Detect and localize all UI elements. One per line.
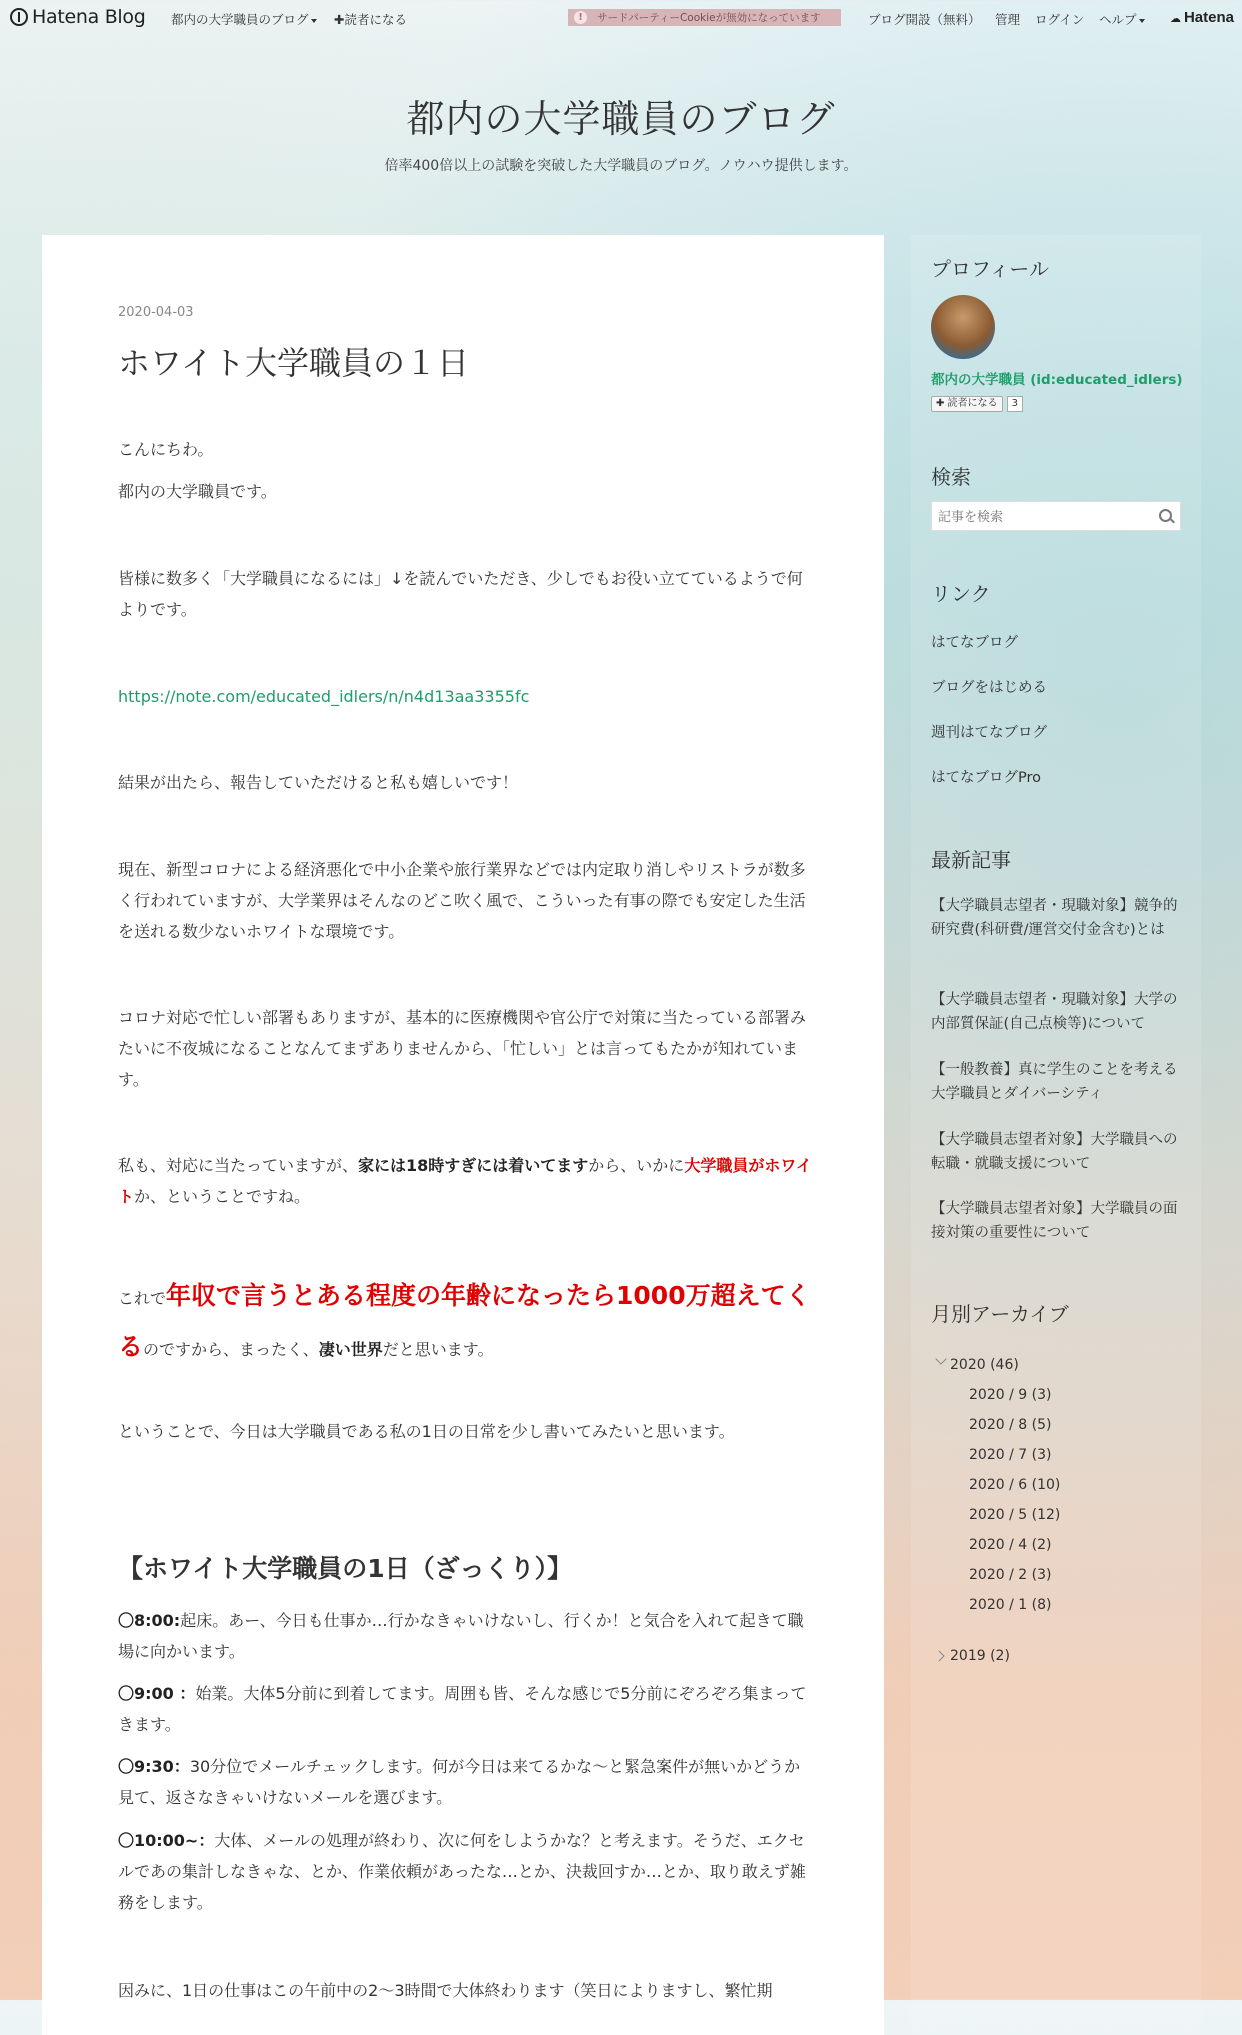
schedule-text: 起床。あー、今日も仕事か…行かなきゃいけないし、行くか！と気合を入れて起きて職場に向かいます。 — [118, 1611, 804, 1661]
recent-entry[interactable]: 【大学職員志望者対象】大学職員の面接対策の重要性について — [931, 1201, 1178, 1241]
reader-widget — [931, 396, 1023, 412]
archive-year[interactable]: 2020 (46) — [950, 1357, 1019, 1373]
schedule-item — [118, 1678, 812, 1740]
paragraph: 因みに、1日の仕事はこの午前中の2～3時間で大体終わります（笑日によりますし、繁忙期 — [118, 1981, 773, 2000]
schedule-text: 始業。大体5分前に到着してます。周囲も皆、そんな感じで5分前にぞろぞろ集まってきます。 — [118, 1684, 807, 1734]
text: のですから、まったく、 — [143, 1340, 319, 1359]
note-link-paragraph — [118, 681, 812, 712]
archive-month[interactable]: 2020 / 5 (12) — [969, 1507, 1061, 1523]
search-box — [931, 501, 1181, 531]
schedule-time: 〇8:00: — [118, 1611, 181, 1630]
chevron-right-icon[interactable] — [933, 1650, 944, 1661]
entry-date[interactable]: 2020-04-03 — [118, 305, 194, 320]
archive-month[interactable]: 2020 / 1 (8) — [969, 1597, 1052, 1613]
subscribe-button[interactable]: ✚ 読者になる — [931, 396, 1003, 412]
caret-down-icon — [1139, 19, 1145, 23]
hatena-bird-icon: ☁ — [1169, 13, 1181, 25]
archive-month[interactable]: 2020 / 7 (3) — [969, 1447, 1052, 1463]
subscribe-link[interactable]: ✚読者になる — [334, 12, 407, 27]
chevron-down-icon[interactable] — [935, 1353, 946, 1364]
search-icon[interactable] — [1159, 509, 1172, 522]
paragraph: 現在、新型コロナによる経済悪化で中小企業や旅行業界などでは内定取り消しやリストラが数多く行われていますが、大学業界はそんなのどこ吹く風で、こういった有事の際でも安定した生活を送れる数少ないホワイトな環境です。 — [118, 860, 806, 941]
bold-text: 凄い世界 — [318, 1340, 383, 1359]
paragraph: 皆様に数多く「大学職員になるには」↓を読んでいただき、少しでもお役い立てているようで何よりです。 — [118, 569, 803, 619]
paragraph: コロナ対応で忙しい部署もありますが、基本的に医療機関や官公庁で対策に当たっている部署みたいに不夜城になることなんてまずありませんから、「忙しい」とは言ってもたかが知れています。 — [118, 1008, 807, 1089]
sidebar — [911, 235, 1201, 2035]
recent-entry[interactable]: 【一般教養】真に学生のことを考える大学職員とダイバーシティ — [931, 1062, 1178, 1102]
profile-heading: プロフィール — [931, 257, 1049, 281]
search-input[interactable] — [932, 502, 1154, 530]
entry-title[interactable]: ホワイト大学職員の１日 — [118, 344, 470, 382]
cookie-notice-text: サードパーティーCookieが無効になっています — [597, 12, 821, 24]
hatena-logo-icon — [10, 8, 28, 26]
paragraph — [118, 1150, 812, 1212]
text: 私も、対応に当たっていますが、 — [118, 1156, 359, 1175]
paragraph — [118, 1272, 812, 1374]
recent-entry[interactable]: 【大学職員志望者・現職対象】大学の内部質保証(自己点検等)について — [931, 992, 1178, 1032]
links-heading: リンク — [931, 582, 991, 606]
schedule-time: 〇10:00~： — [118, 1831, 215, 1850]
caret-down-icon — [311, 19, 317, 23]
archive-heading: 月別アーカイブ — [931, 1302, 1069, 1326]
help-menu[interactable] — [1099, 10, 1145, 28]
note-link[interactable]: https://note.com/educated_idlers/n/n4d13aa3355fc — [118, 687, 530, 706]
recent-entry[interactable]: 【大学職員志望者対象】大学職員への転職・就職支援について — [931, 1132, 1178, 1172]
big-red-text: 年収で言うとある程度の年齢になったら1000万超えてくる — [118, 1281, 811, 1361]
section-heading: 【ホワイト大学職員の1日（ざっくり）】 — [118, 1554, 573, 1583]
archive-month[interactable]: 2020 / 6 (10) — [969, 1477, 1061, 1493]
blog-title[interactable]: 都内の大学職員のブログ — [406, 97, 836, 141]
blog-menu[interactable] — [171, 10, 317, 28]
paragraph: 都内の大学職員です。 — [118, 482, 277, 501]
text: これで — [118, 1289, 167, 1308]
schedule-time: 〇9:30： — [118, 1757, 190, 1776]
cookie-notice[interactable] — [568, 9, 841, 26]
sidebar-link[interactable]: 週刊はてなブログ — [931, 725, 1047, 741]
login-link[interactable]: ログイン — [1035, 12, 1085, 27]
schedule-text: 30分位でメールチェックします。何が今日は来てるかな～と緊急案件が無いかどうか見て、返さなきゃいけないメールを選びます。 — [118, 1757, 801, 1807]
red-text: 大学職員がホワイト — [118, 1156, 812, 1206]
admin-link[interactable]: 管理 — [995, 12, 1021, 27]
open-blog-link[interactable]: ブログ開設（無料） — [868, 12, 981, 27]
blog-description: 倍率400倍以上の試験を突破した大学職員のブログ。ノウハウ提供します。 — [384, 158, 858, 174]
sidebar-link[interactable]: はてなブログPro — [931, 770, 1042, 786]
text: だと思います。 — [382, 1340, 494, 1359]
search-heading: 検索 — [931, 465, 971, 489]
archive-month[interactable]: 2020 / 4 (2) — [969, 1537, 1052, 1553]
paragraph: ということで、今日は大学職員である私の1日の日常を少し書いてみたいと思います。 — [118, 1422, 735, 1441]
schedule-item — [118, 1605, 812, 1667]
sidebar-link[interactable]: はてなブログ — [931, 635, 1018, 651]
reader-count[interactable]: 3 — [1007, 396, 1023, 412]
paragraph: 結果が出たら、報告していただけると私も嬉しいです！ — [118, 773, 519, 792]
recent-heading: 最新記事 — [931, 848, 1011, 872]
paragraph: こんにちわ。 — [118, 440, 214, 459]
archive-month[interactable]: 2020 / 9 (3) — [969, 1387, 1052, 1403]
sidebar-link[interactable]: ブログをはじめる — [931, 680, 1047, 696]
help-menu-label: ヘルプ — [1099, 12, 1137, 27]
text: か、ということですね。 — [134, 1187, 311, 1206]
blog-menu-label: 都内の大学職員のブログ — [171, 12, 309, 27]
exclamation-icon: ! — [574, 11, 587, 24]
schedule-item — [118, 1825, 812, 1918]
main-content — [42, 235, 884, 2035]
global-header — [0, 0, 1242, 36]
recent-entry[interactable]: 【大学職員志望者・現職対象】競争的研究費(科研費/運営交付金含む)とは — [931, 898, 1178, 938]
hatena-link[interactable] — [1170, 9, 1234, 26]
schedule-time: 〇9:00 ： — [118, 1684, 196, 1703]
profile-name-link[interactable]: 都内の大学職員 (id:educated_idlers) — [931, 372, 1183, 388]
hatena-blog-logo[interactable] — [10, 6, 146, 28]
archive-month[interactable]: 2020 / 2 (3) — [969, 1567, 1052, 1583]
avatar[interactable] — [931, 295, 995, 359]
bold-text: 家には18時すぎには着いてます — [358, 1156, 589, 1175]
hatena-blog-logo-text: Hatena Blog — [32, 6, 146, 28]
schedule-text: 大体、メールの処理が終わり、次に何をしようかな？と考えます。そうだ、エクセルであの集計しなきゃな、とか、作業依頼があったな…とか、決裁回すか…とか、取り敢えず雑務をします。 — [118, 1831, 806, 1912]
hatena-link-text: Hatena — [1183, 9, 1234, 26]
archive-month[interactable]: 2020 / 8 (5) — [969, 1417, 1052, 1433]
schedule-item — [118, 1751, 812, 1813]
archive-year[interactable]: 2019 (2) — [950, 1648, 1010, 1664]
text: から、いかに — [588, 1156, 685, 1175]
